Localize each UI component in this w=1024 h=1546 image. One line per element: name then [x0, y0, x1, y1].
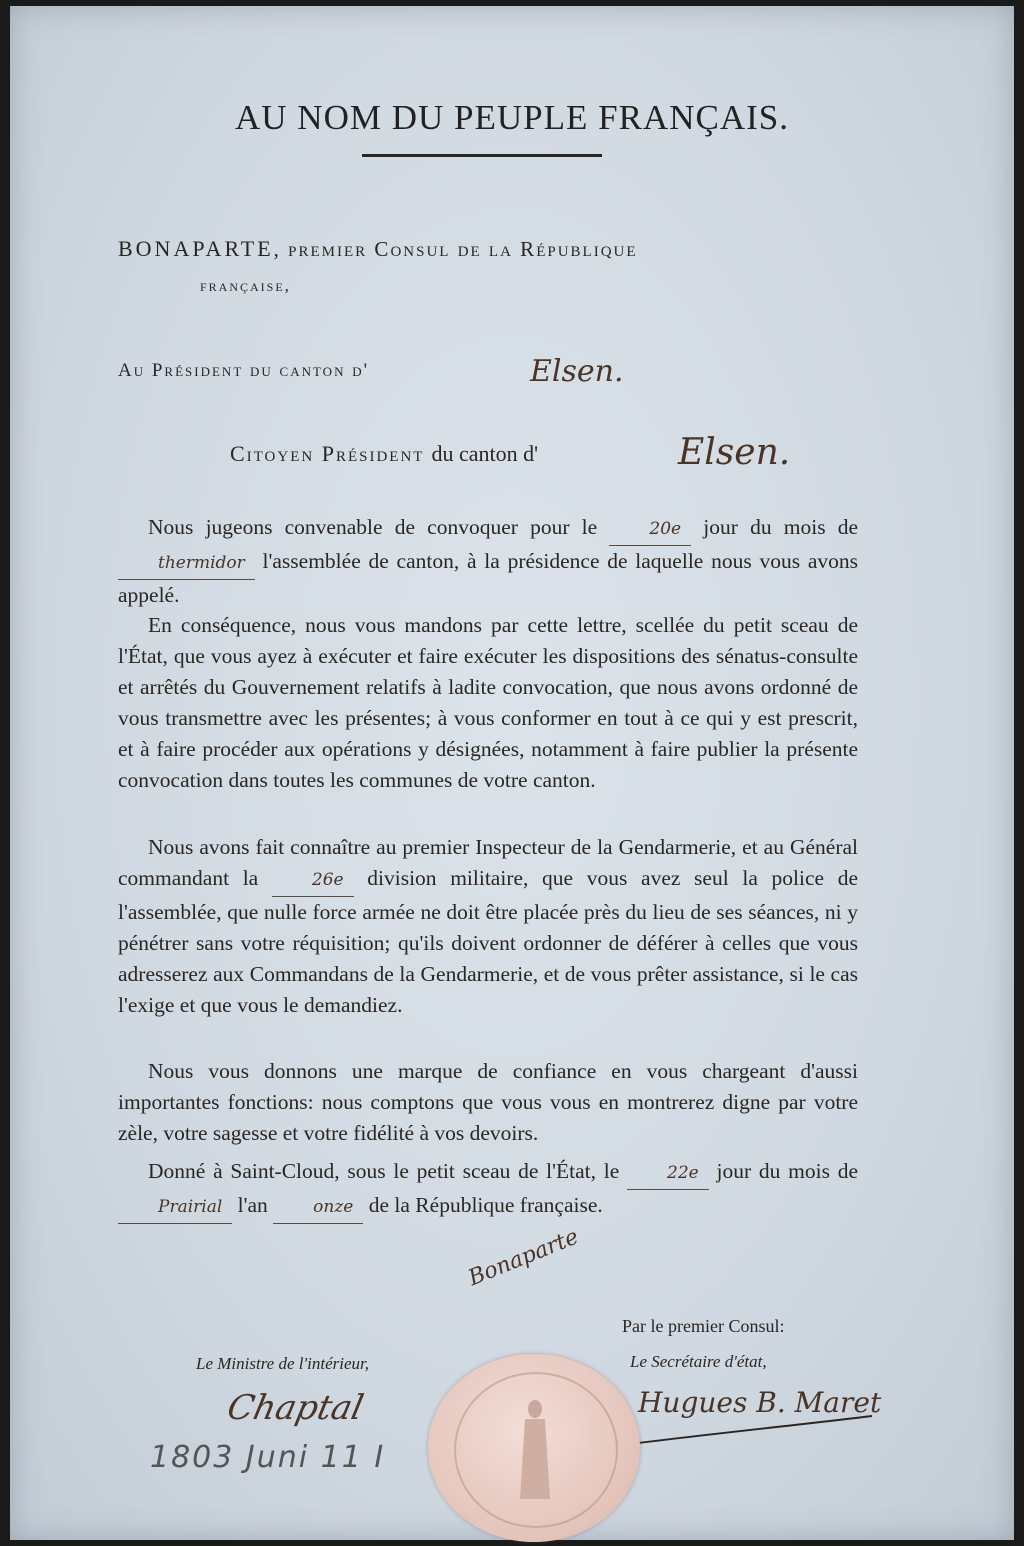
secretary-signature: Hugues B. Maret	[638, 1386, 882, 1419]
minister-signature: Chaptal	[223, 1388, 368, 1428]
paragraph-consequence: En conséquence, nous vous mandons par cette lettre, scellée du petit sceau de l'État, que vous ayez à exécuter et faire exécuter les dispositions des sénatus-consulte et arrêtés du Gouvernement relatifs à ladite convocation, que nous avons ordonné de vous transmettre avec les présentes; à vous conformer en tout à ce qui y est prescrit, et à faire procéder aux opérations y désignées, notamment à faire publier la présente convocation dans toutes les communes de votre canton.	[118, 613, 858, 792]
addressee-label: Au Président du canton d'	[118, 360, 370, 381]
addressee-canton-handwritten: Elsen.	[530, 354, 624, 389]
salutation-canton-handwritten: Elsen.	[678, 432, 791, 473]
p1-day-handwritten: 20e	[609, 514, 691, 546]
consul-signature: Bonaparte	[465, 1224, 583, 1292]
p3-text-b: division militaire, que vous avez seul la police de l'assemblée, que nulle force armée ne doit être placée près du lieu de ses séances, ni y pénétrer sans votre réquisition; qu'ils doivent ordonner de déférer à celles que vous adresserez aux Commandans de la Gendarmerie, et de vous prêter assistance, si le cas l'exige et que vous le demandiez.	[118, 866, 858, 1017]
document-sheet	[10, 6, 1014, 1540]
p3-division-handwritten: 26e	[272, 865, 354, 897]
seal-figure-icon	[510, 1394, 560, 1504]
issuer-line	[118, 236, 638, 262]
p5-day-handwritten: 22e	[627, 1158, 709, 1190]
p1-month-handwritten: thermidor	[118, 548, 255, 580]
salutation-label: Citoyen Président	[230, 441, 425, 466]
salutation	[230, 441, 538, 467]
by-consul-label: Par le premier Consul:	[622, 1316, 785, 1336]
p1-text-c: l'assemblée de canton, à la présidence de laquelle nous vous avons appelé.	[118, 549, 859, 607]
document-title: AU NOM DU PEUPLE FRANÇAIS.	[235, 98, 789, 137]
p5-text-a: Donné à Saint-Cloud, sous le petit sceau de l'État, le	[148, 1159, 620, 1183]
archive-note: 1803 Juni 11 I	[150, 1440, 386, 1475]
p5-text-c: l'an	[237, 1193, 268, 1217]
issuer-title-continued: française,	[200, 276, 291, 295]
p5-text-b: jour du mois de	[716, 1159, 859, 1183]
p3-text-a: Nous avons fait connaître au premier Inspecteur de la Gendarmerie, et au Général commandant la	[118, 835, 858, 890]
title-rule	[362, 154, 602, 157]
secretary-label: Le Secrétaire d'état,	[630, 1352, 767, 1371]
secretary-flourish	[610, 1406, 880, 1456]
paragraph-donne	[118, 1156, 858, 1224]
p1-text-b: jour du mois de	[703, 515, 859, 539]
p1-text-a: Nous jugeons convenable de convoquer pour le	[148, 515, 598, 539]
p5-month-handwritten: Prairial	[118, 1192, 232, 1224]
p5-text-d: de la République française.	[368, 1193, 603, 1217]
paragraph-confiance: Nous vous donnons une marque de confiance en vous chargeant d'aussi importantes fonctions: nous comptons que vous vous en montrerez digne par votre zèle, votre sagesse et votre fidélité à vos devoirs.	[118, 1059, 858, 1145]
issuer-title: , premier Consul de la République	[273, 237, 638, 261]
issuer-name: BONAPARTE	[118, 236, 274, 261]
p5-year-handwritten: onze	[273, 1192, 363, 1224]
salutation-rest: du canton d'	[431, 441, 539, 466]
seal-stamp	[428, 1354, 640, 1542]
minister-label: Le Ministre de l'intérieur,	[196, 1354, 369, 1373]
paragraph-convocation	[118, 512, 858, 611]
paragraph-gendarmerie	[118, 832, 858, 1021]
